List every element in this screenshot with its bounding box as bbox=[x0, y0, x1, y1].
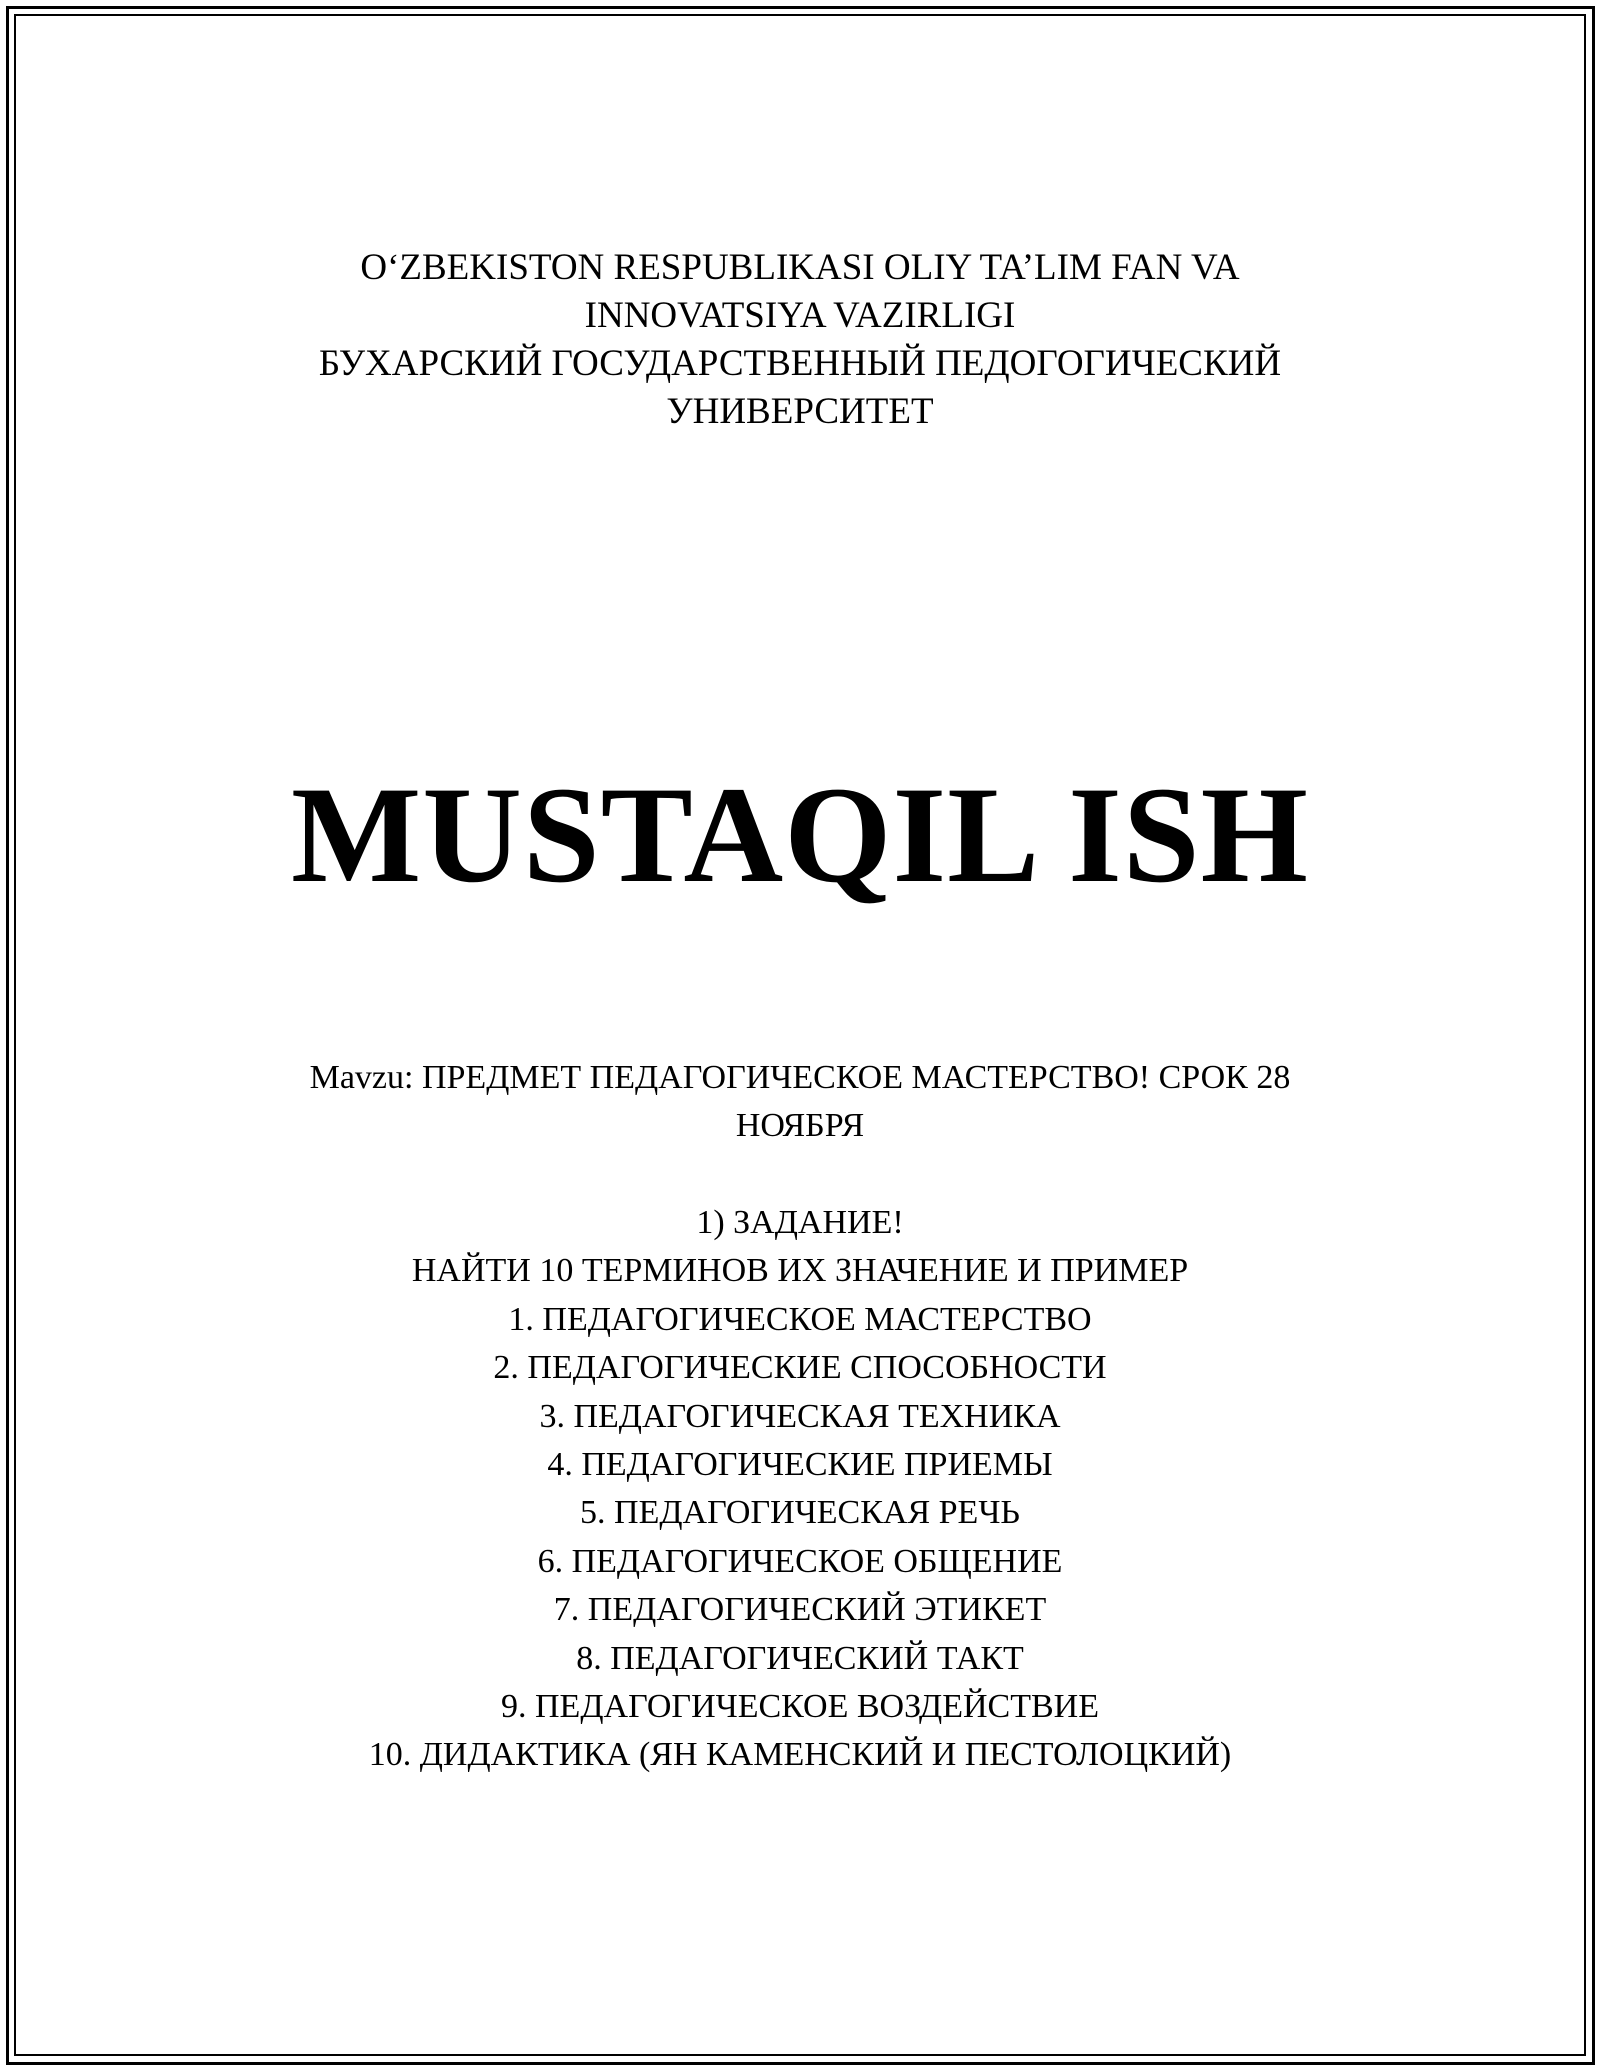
task-list-item: 2. ПЕДАГОГИЧЕСКИЕ СПОСОБНОСТИ bbox=[493, 1349, 1107, 1387]
header-line: O‘ZBEKISTON RESPUBLIKASI OLIY TA’LIM FAN VA bbox=[360, 247, 1240, 288]
task-list-item: 6. ПЕДАГОГИЧЕСКОЕ ОБЩЕНИЕ bbox=[537, 1542, 1063, 1580]
task-list-item: 1. ПЕДАГОГИЧЕСКОЕ МАСТЕРСТВО bbox=[508, 1300, 1092, 1338]
header-line: БУХАРСКИЙ ГОСУДАРСТВЕННЫЙ ПЕДОГОГИЧЕСКИЙ bbox=[318, 343, 1282, 384]
document-title: MUSTAQIL ISH bbox=[291, 758, 1309, 911]
topic-line: Mavzu: ПРЕДМЕТ ПЕДАГОГИЧЕСКОЕ МАСТЕРСТВО! СРОК 28 bbox=[309, 1059, 1291, 1096]
task-list-item: 3. ПЕДАГОГИЧЕСКАЯ ТЕХНИКА bbox=[539, 1397, 1061, 1435]
task-list-item: 5. ПЕДАГОГИЧЕСКАЯ РЕЧЬ bbox=[580, 1494, 1020, 1532]
header-line: INNOVATSIYA VAZIRLIGI bbox=[584, 295, 1016, 336]
task-list-item: 10. ДИДАКТИКА (ЯН КАМЕНСКИЙ И ПЕСТОЛОЦКИЙ) bbox=[368, 1736, 1232, 1774]
header-line: УНИВЕРСИТЕТ bbox=[666, 391, 934, 432]
topic-block bbox=[0, 1054, 1600, 1150]
task-list-item: 7. ПЕДАГОГИЧЕСКИЙ ЭТИКЕТ bbox=[553, 1591, 1047, 1629]
task-heading: 1) ЗАДАНИЕ! bbox=[696, 1204, 904, 1241]
task-list-item: 8. ПЕДАГОГИЧЕСКИЙ ТАКТ bbox=[576, 1639, 1024, 1677]
topic-line: НОЯБРЯ bbox=[735, 1107, 865, 1144]
task-list-item: 4. ПЕДАГОГИЧЕСКИЕ ПРИЕМЫ bbox=[547, 1446, 1053, 1484]
institution-header bbox=[0, 244, 1600, 436]
task-instruction: НАЙТИ 10 ТЕРМИНОВ ИХ ЗНАЧЕНИЕ И ПРИМЕР bbox=[411, 1252, 1189, 1290]
task-list-item: 9. ПЕДАГОГИЧЕСКОЕ ВОЗДЕЙСТВИЕ bbox=[501, 1688, 1099, 1726]
task-block bbox=[0, 1199, 1600, 1780]
